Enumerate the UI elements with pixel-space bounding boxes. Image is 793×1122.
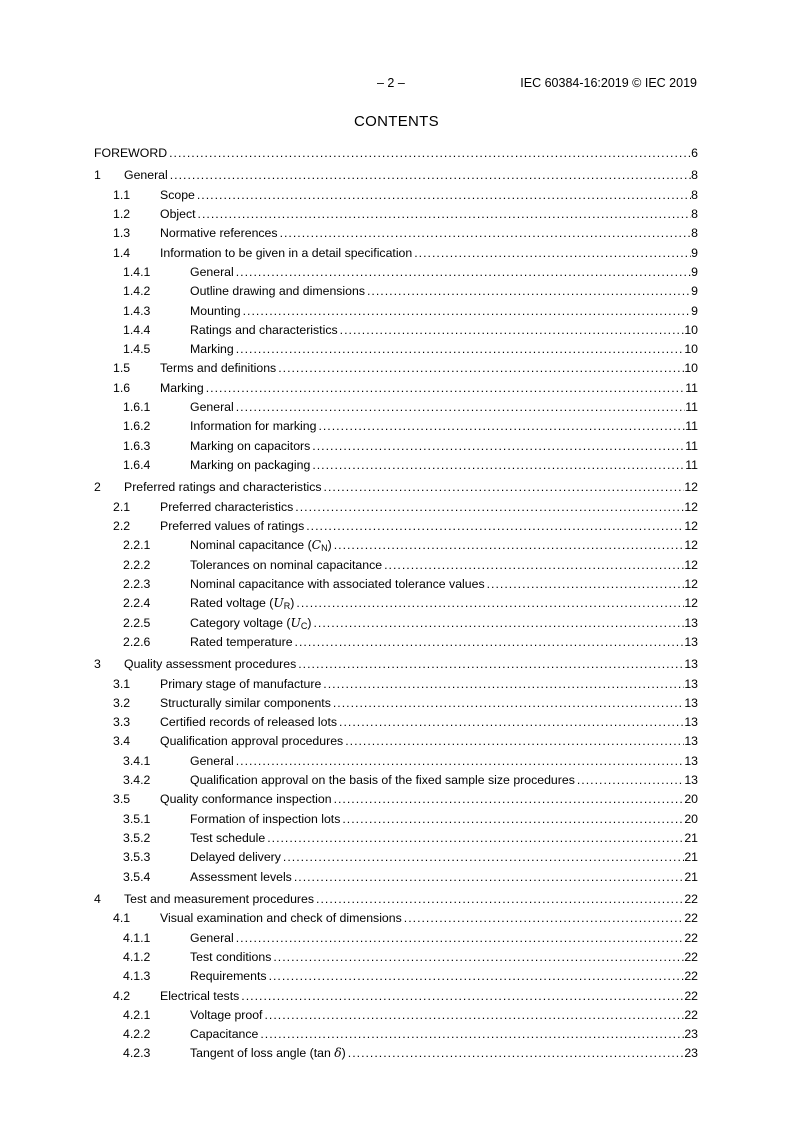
- dot-leader: [487, 575, 685, 594]
- toc-entry[interactable]: [94, 302, 698, 321]
- dot-leader: [306, 517, 684, 536]
- toc-entry[interactable]: [94, 379, 698, 398]
- toc-entry-label: Preferred characteristics: [160, 499, 294, 514]
- toc-entry-number: 2.2.5: [123, 615, 151, 630]
- toc-entry-number: 2.2.2: [123, 557, 151, 572]
- toc-entry[interactable]: [94, 244, 698, 263]
- toc-entry-number: 1.4.5: [123, 342, 151, 357]
- toc-entry-page: 23: [684, 1046, 698, 1061]
- dot-leader: [316, 890, 684, 909]
- toc-entry-number: 3.2: [113, 695, 131, 710]
- toc-entry-page: 22: [684, 930, 698, 945]
- toc-entry-number: 1.6.1: [123, 400, 151, 415]
- toc-entry[interactable]: [94, 1025, 698, 1044]
- dot-leader: [345, 732, 684, 751]
- toc-entry-page: 21: [684, 830, 698, 845]
- toc-entry-label: Marking on packaging: [190, 457, 311, 472]
- toc-entry-page: 22: [684, 969, 698, 984]
- dot-leader: [236, 263, 691, 282]
- toc-entry-number: 2.2.4: [123, 596, 151, 611]
- toc-entry-number: 4.1.3: [123, 969, 151, 984]
- toc-entry-page: 8: [691, 168, 698, 183]
- toc-entry-label: Visual examination and check of dimensions: [160, 911, 402, 926]
- toc-entry[interactable]: [94, 205, 698, 224]
- dot-leader: [342, 810, 684, 829]
- toc-entry-number: 3.4: [113, 734, 131, 749]
- toc-entry-label: Structurally similar components: [160, 695, 331, 710]
- toc-entry-number: 4.2.2: [123, 1027, 151, 1042]
- toc-entry-page: 22: [684, 949, 698, 964]
- math-subscript: C: [300, 620, 308, 631]
- toc-entry-page: 13: [684, 773, 698, 788]
- toc-entry[interactable]: [94, 929, 698, 948]
- toc-entry-label: Assessment levels: [190, 869, 292, 884]
- toc-entry-number: 1.4.1: [123, 264, 151, 279]
- math-symbol: U: [273, 596, 284, 611]
- toc-entry-number: 3.3: [113, 715, 131, 730]
- toc-entry-page: 10: [684, 361, 698, 376]
- toc-entry[interactable]: [94, 771, 698, 790]
- dot-leader: [170, 166, 691, 185]
- toc-entry-number: 3.4.2: [123, 773, 151, 788]
- toc-entry-label: Qualification approval on the basis of the fixed sample size procedures: [190, 773, 575, 788]
- toc-entry-page: 13: [684, 634, 698, 649]
- dot-leader: [318, 417, 685, 436]
- toc-entry[interactable]: [94, 166, 698, 185]
- toc-entry-label: Preferred ratings and characteristics: [124, 480, 322, 495]
- toc-entry-number: 3.4.1: [123, 753, 151, 768]
- toc-entry-label: Test and measurement procedures: [124, 892, 315, 907]
- toc-entry-label: Delayed delivery: [190, 850, 281, 865]
- dot-leader: [236, 340, 685, 359]
- dot-leader: [324, 478, 685, 497]
- toc-entry[interactable]: [94, 829, 698, 848]
- toc-entry-number: 3.5.2: [123, 830, 151, 845]
- toc-entry[interactable]: [94, 437, 698, 456]
- dot-leader: [236, 752, 685, 771]
- toc-entry-label: Nominal capacitance with associated tolerance values: [190, 576, 485, 591]
- toc-entry-page: 21: [684, 869, 698, 884]
- toc-entry-label: Normative references: [160, 226, 278, 241]
- dot-leader: [340, 321, 685, 340]
- toc-entry[interactable]: [94, 848, 698, 867]
- dot-leader: [312, 456, 685, 475]
- dot-leader: [348, 1044, 685, 1063]
- dot-leader: [577, 771, 684, 790]
- toc-entry[interactable]: [94, 263, 698, 282]
- toc-entry[interactable]: [94, 536, 698, 555]
- toc-entry-label: Primary stage of manufacture: [160, 676, 322, 691]
- dot-leader: [169, 144, 691, 163]
- toc-entry[interactable]: [94, 359, 698, 378]
- toc-entry[interactable]: [94, 752, 698, 771]
- dot-leader: [384, 556, 684, 575]
- dot-leader: [334, 790, 685, 809]
- toc-entry-number: 2: [94, 480, 101, 495]
- table-of-contents: [94, 144, 698, 1064]
- dot-leader: [295, 498, 684, 517]
- dot-leader: [312, 437, 685, 456]
- toc-entry[interactable]: [94, 498, 698, 517]
- toc-entry[interactable]: [94, 909, 698, 928]
- toc-entry-label: Nominal capacitance $(C_N)$: [190, 538, 332, 554]
- toc-entry-page: 22: [684, 988, 698, 1003]
- toc-entry-page: 8: [691, 207, 698, 222]
- toc-entry-number: 2.1: [113, 499, 131, 514]
- page-number: – 2 –: [377, 76, 405, 90]
- toc-entry-label: Category voltage $(U_C)$: [190, 615, 312, 631]
- toc-entry-page: 12: [684, 499, 698, 514]
- toc-entry-number: 1.6.2: [123, 419, 151, 434]
- dot-leader: [260, 1025, 684, 1044]
- dot-leader: [414, 244, 691, 263]
- toc-entry-label: Electrical tests: [160, 988, 240, 1003]
- toc-entry-page: 11: [685, 380, 698, 395]
- toc-entry-label: Voltage proof: [190, 1007, 263, 1022]
- toc-entry-number: 3.1: [113, 676, 131, 691]
- toc-entry[interactable]: [94, 478, 698, 497]
- toc-entry[interactable]: [94, 1044, 698, 1063]
- dot-leader: [323, 675, 684, 694]
- toc-entry[interactable]: [94, 594, 698, 613]
- dot-leader: [294, 868, 684, 887]
- toc-entry-page: 20: [684, 811, 698, 826]
- toc-entry-number: 1.2: [113, 207, 131, 222]
- toc-entry[interactable]: [94, 790, 698, 809]
- toc-entry-number: 2.2.6: [123, 634, 151, 649]
- toc-entry-number: 2.2: [113, 519, 131, 534]
- dot-leader: [313, 614, 684, 633]
- dot-leader: [367, 282, 691, 301]
- toc-entry-number: 1.6: [113, 380, 131, 395]
- toc-entry-label: Preferred values of ratings: [160, 519, 305, 534]
- toc-entry-page: 13: [684, 695, 698, 710]
- toc-entry-number: 3: [94, 657, 101, 672]
- dot-leader: [298, 655, 684, 674]
- toc-entry-label: Marking on capacitors: [190, 438, 311, 453]
- toc-entry[interactable]: [94, 868, 698, 887]
- toc-entry[interactable]: [94, 890, 698, 909]
- toc-entry[interactable]: [94, 655, 698, 674]
- toc-entry-label: Rated voltage $(U_R)$: [190, 596, 295, 612]
- toc-entry-label: Object: [160, 207, 196, 222]
- toc-entry-number: 1: [94, 168, 101, 183]
- toc-entry-number: 1.5: [113, 361, 131, 376]
- toc-entry-label: Marking: [160, 380, 204, 395]
- toc-entry[interactable]: [94, 144, 698, 163]
- math-subscript: R: [283, 601, 291, 612]
- toc-entry-page: 13: [684, 715, 698, 730]
- toc-entry-number: 1.4.4: [123, 322, 151, 337]
- toc-entry-page: 22: [684, 892, 698, 907]
- toc-entry-page: 9: [691, 264, 698, 279]
- dot-leader: [267, 829, 684, 848]
- dot-leader: [197, 186, 691, 205]
- toc-entry-label: Scope: [160, 187, 195, 202]
- toc-entry[interactable]: [94, 732, 698, 751]
- toc-entry[interactable]: [94, 556, 698, 575]
- toc-entry-number: 4: [94, 892, 101, 907]
- toc-entry-number: 1.6.3: [123, 438, 151, 453]
- toc-entry-page: 22: [684, 911, 698, 926]
- toc-entry-label: Tangent of loss angle (tan δ): [190, 1046, 346, 1061]
- toc-entry-number: 1.4: [113, 245, 131, 260]
- toc-entry-page: 10: [684, 342, 698, 357]
- math-symbol: δ: [334, 1046, 342, 1061]
- toc-entry-label: Quality assessment procedures: [124, 657, 297, 672]
- toc-entry[interactable]: [94, 456, 698, 475]
- toc-entry-page: 13: [684, 615, 698, 630]
- toc-entry-page: 13: [684, 734, 698, 749]
- toc-entry-number: 1.1: [113, 187, 131, 202]
- toc-entry-label: FOREWORD: [94, 146, 168, 160]
- toc-entry[interactable]: [94, 713, 698, 732]
- page-header: [0, 76, 793, 92]
- toc-entry[interactable]: [94, 282, 698, 301]
- toc-entry-page: 8: [691, 187, 698, 202]
- toc-entry-label: Information for marking: [190, 419, 317, 434]
- toc-entry[interactable]: [94, 948, 698, 967]
- toc-entry-page: 20: [684, 792, 698, 807]
- toc-entry[interactable]: [94, 186, 698, 205]
- toc-entry-page: 11: [685, 419, 698, 434]
- toc-entry-label: Capacitance: [190, 1027, 259, 1042]
- toc-entry-label: General: [190, 264, 234, 279]
- toc-entry-page: 23: [684, 1027, 698, 1042]
- toc-entry[interactable]: [94, 517, 698, 536]
- toc-entry-label: Mounting: [190, 303, 241, 318]
- toc-entry[interactable]: [94, 810, 698, 829]
- toc-entry-page: 12: [684, 576, 698, 591]
- toc-entry-page: 12: [684, 596, 698, 611]
- toc-entry-page: 12: [684, 538, 698, 553]
- dot-leader: [339, 713, 684, 732]
- dot-leader: [264, 1006, 684, 1025]
- toc-entry[interactable]: [94, 321, 698, 340]
- dot-leader: [280, 224, 692, 243]
- dot-leader: [269, 967, 685, 986]
- dot-leader: [241, 987, 684, 1006]
- dot-leader: [404, 909, 685, 928]
- dot-leader: [198, 205, 692, 224]
- toc-entry-number: 1.4.2: [123, 284, 151, 299]
- toc-entry[interactable]: [94, 398, 698, 417]
- toc-entry-label: Certified records of released lots: [160, 715, 338, 730]
- dot-leader: [333, 694, 684, 713]
- toc-entry-page: 13: [684, 657, 698, 672]
- toc-entry-label: Rated temperature: [190, 634, 293, 649]
- toc-entry[interactable]: [94, 417, 698, 436]
- toc-entry-page: 9: [691, 245, 698, 260]
- toc-entry-page: 12: [684, 480, 698, 495]
- toc-entry-label: General: [124, 168, 168, 183]
- toc-entry-number: 4.1.2: [123, 949, 151, 964]
- toc-entry-number: 4.1.1: [123, 930, 151, 945]
- toc-entry-page: 10: [684, 322, 698, 337]
- dot-leader: [243, 302, 692, 321]
- toc-entry-label: Formation of inspection lots: [190, 811, 341, 826]
- page-title: CONTENTS: [354, 113, 439, 130]
- dot-leader: [295, 633, 685, 652]
- toc-entry[interactable]: [94, 575, 698, 594]
- toc-entry-number: 3.5.3: [123, 850, 151, 865]
- toc-entry-label: General: [190, 400, 234, 415]
- dot-leader: [236, 398, 685, 417]
- toc-entry-number: 1.3: [113, 226, 131, 241]
- toc-entry-label: General: [190, 753, 234, 768]
- toc-entry-number: 1.6.4: [123, 457, 151, 472]
- toc-entry-label: Test conditions: [190, 949, 272, 964]
- toc-entry-number: 2.2.1: [123, 538, 151, 553]
- toc-entry-page: 21: [684, 850, 698, 865]
- toc-entry-label: Outline drawing and dimensions: [190, 284, 365, 299]
- toc-entry-page: 13: [684, 753, 698, 768]
- toc-entry-number: 4.2.3: [123, 1046, 151, 1061]
- math-subscript: N: [321, 543, 328, 554]
- toc-entry-label: Requirements: [190, 969, 267, 984]
- toc-entry[interactable]: [94, 340, 698, 359]
- toc-entry-page: 6: [691, 146, 698, 160]
- toc-entry[interactable]: [94, 967, 698, 986]
- toc-entry[interactable]: [94, 694, 698, 713]
- toc-entry-page: 8: [691, 226, 698, 241]
- document-id: IEC 60384-16:2019 © IEC 2019: [520, 76, 697, 90]
- toc-entry-label: Quality conformance inspection: [160, 792, 332, 807]
- toc-entry-page: 9: [691, 303, 698, 318]
- toc-entry-label: Information to be given in a detail specification: [160, 245, 413, 260]
- toc-entry[interactable]: [94, 633, 698, 652]
- dot-leader: [236, 929, 685, 948]
- toc-entry-number: 3.5: [113, 792, 131, 807]
- toc-entry[interactable]: [94, 224, 698, 243]
- toc-entry-label: General: [190, 930, 234, 945]
- dot-leader: [283, 848, 684, 867]
- toc-entry-number: 4.2.1: [123, 1007, 151, 1022]
- toc-entry-page: 11: [685, 400, 698, 415]
- toc-entry-page: 12: [684, 519, 698, 534]
- toc-entry-label: Qualification approval procedures: [160, 734, 344, 749]
- dot-leader: [273, 948, 684, 967]
- toc-entry[interactable]: [94, 614, 698, 633]
- toc-entry-page: 11: [685, 438, 698, 453]
- dot-leader: [296, 594, 684, 613]
- toc-entry-label: Tolerances on nominal capacitance: [190, 557, 383, 572]
- toc-entry-number: 3.5.4: [123, 869, 151, 884]
- toc-entry-page: 12: [684, 557, 698, 572]
- toc-entry-label: Test schedule: [190, 830, 266, 845]
- toc-entry-label: Terms and definitions: [160, 361, 277, 376]
- toc-entry[interactable]: [94, 987, 698, 1006]
- toc-entry-number: 4.1: [113, 911, 131, 926]
- toc-entry-number: 1.4.3: [123, 303, 151, 318]
- toc-entry-page: 22: [684, 1007, 698, 1022]
- toc-entry-page: 11: [685, 457, 698, 472]
- toc-entry-page: 9: [691, 284, 698, 299]
- dot-leader: [206, 379, 685, 398]
- toc-entry-label: Marking: [190, 342, 234, 357]
- math-symbol: U: [290, 615, 301, 630]
- toc-entry-number: 3.5.1: [123, 811, 151, 826]
- dot-leader: [278, 359, 684, 378]
- dot-leader: [334, 536, 685, 555]
- toc-entry[interactable]: [94, 1006, 698, 1025]
- toc-entry-page: 13: [684, 676, 698, 691]
- toc-entry-number: 4.2: [113, 988, 131, 1003]
- toc-entry-number: 2.2.3: [123, 576, 151, 591]
- toc-entry[interactable]: [94, 675, 698, 694]
- math-symbol: C: [311, 538, 322, 553]
- toc-entry-label: Ratings and characteristics: [190, 322, 338, 337]
